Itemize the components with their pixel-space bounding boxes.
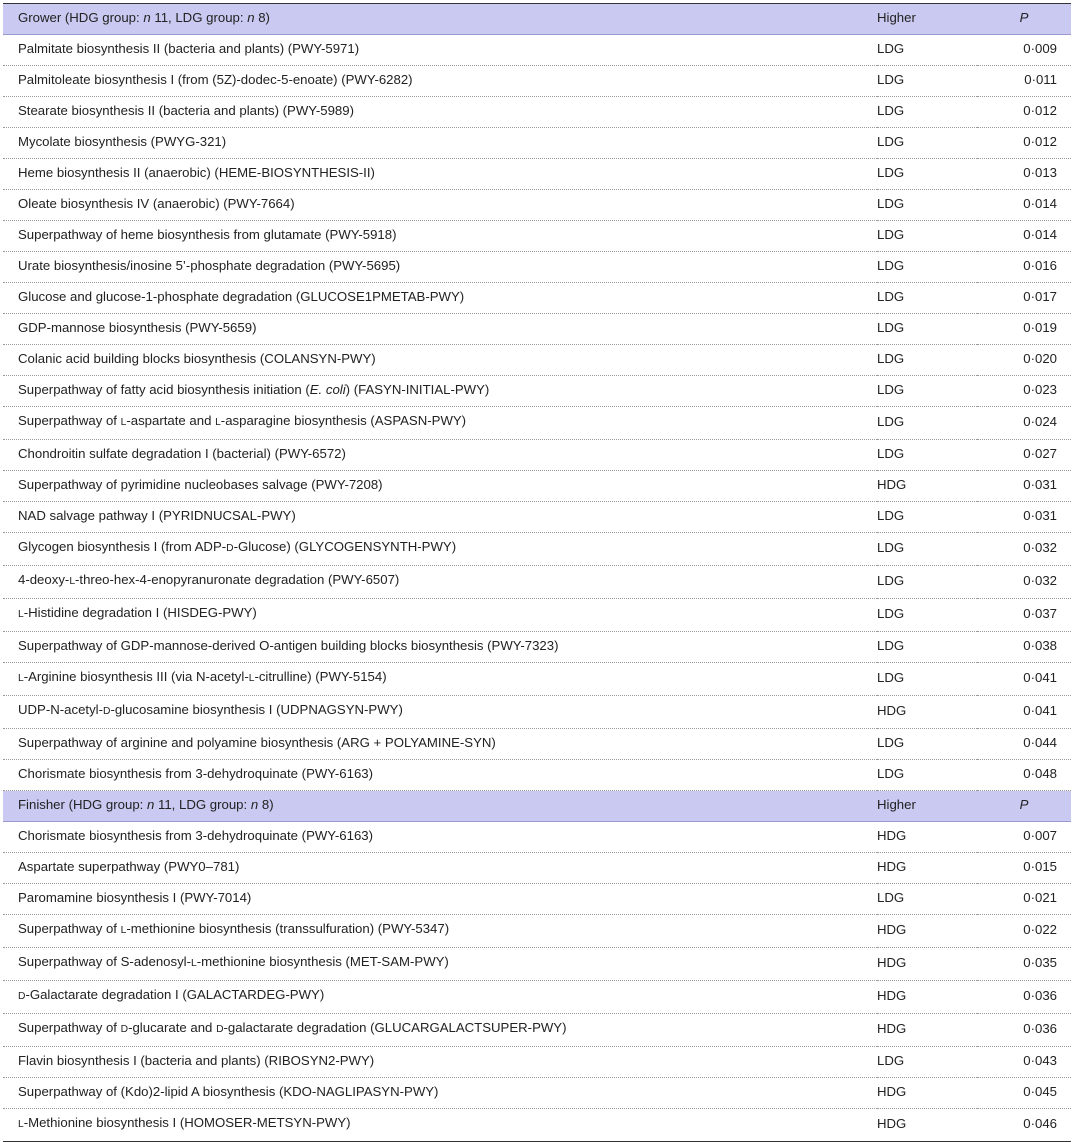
p-value: 0·021 [977,884,1071,915]
higher-group: HDG [877,696,977,729]
section-title-text: 11, LDG group: [154,797,251,812]
table-row [3,35,1071,66]
higher-group: LDG [877,376,977,407]
pathway-name [3,1014,877,1047]
higher-group: LDG [877,283,977,314]
higher-group: LDG [877,314,977,345]
pathway-name: Superpathway of heme biosynthesis from glutamate (PWY-5918) [3,221,877,252]
table-row [3,566,1071,599]
stereo-prefix: L [248,673,255,684]
higher-group: HDG [877,1014,977,1047]
higher-group: HDG [877,981,977,1014]
higher-group: LDG [877,159,977,190]
sample-size-label: n [250,797,259,812]
sample-size-label: n [143,10,151,25]
higher-group: LDG [877,663,977,696]
higher-group: LDG [877,632,977,663]
pathway-text: -aspartate and [126,413,216,428]
stereo-prefix: L [18,673,24,684]
table-row [3,729,1071,760]
sample-size-label: n [247,10,255,25]
p-value: 0·012 [977,97,1071,128]
column-header-p: P [977,791,1071,822]
pathway-name [3,599,877,632]
p-value: 0·007 [977,822,1071,853]
pathway-name: Stearate biosynthesis II (bacteria and plants) (PWY-5989) [3,97,877,128]
pathway-name [3,407,877,440]
table-row [3,471,1071,502]
pathway-name: Superpathway of (Kdo)2-lipid A biosynthesis (KDO-NAGLIPASYN-PWY) [3,1078,877,1109]
section-title [3,791,877,822]
p-value: 0·045 [977,1078,1071,1109]
higher-group: LDG [877,345,977,376]
p-value: 0·032 [977,566,1071,599]
pathway-text: UDP-N-acetyl- [18,702,103,717]
pathway-name [3,566,877,599]
higher-group: LDG [877,190,977,221]
p-value: 0·043 [977,1047,1071,1078]
p-value: 0·024 [977,407,1071,440]
p-value: 0·041 [977,696,1071,729]
higher-group: LDG [877,407,977,440]
pathway-name: Paromamine biosynthesis I (PWY-7014) [3,884,877,915]
pathway-name: Aspartate superpathway (PWY0–781) [3,853,877,884]
pathway-name: Oleate biosynthesis IV (anaerobic) (PWY-7664) [3,190,877,221]
stereo-prefix: L [18,609,24,620]
p-value: 0·015 [977,853,1071,884]
higher-group: LDG [877,97,977,128]
pathway-name [3,696,877,729]
sample-size-label: n [146,797,155,812]
p-value: 0·023 [977,376,1071,407]
higher-group: LDG [877,66,977,97]
table-row [3,822,1071,853]
p-value: 0·048 [977,760,1071,791]
pathway-name: Mycolate biosynthesis (PWYG-321) [3,128,877,159]
higher-group: LDG [877,35,977,66]
pathway-text: Glycogen biosynthesis I (from ADP- [18,539,227,554]
pathway-text: 4-deoxy- [18,572,70,587]
table-row [3,440,1071,471]
section-title-text: Grower (HDG group: [18,10,144,25]
p-value: 0·019 [977,314,1071,345]
p-value: 0·011 [977,66,1071,97]
p-value: 0·036 [977,981,1071,1014]
table-row [3,128,1071,159]
pathway-text: Superpathway of [18,1020,121,1035]
pathway-name: Superpathway of pyrimidine nucleobases salvage (PWY-7208) [3,471,877,502]
pathway-name [3,915,877,948]
column-header-higher: Higher [877,791,977,822]
p-value: 0·016 [977,252,1071,283]
table-row [3,502,1071,533]
stereo-prefix: L [215,417,221,428]
higher-group: LDG [877,221,977,252]
higher-group: LDG [877,533,977,566]
organism-name: E. coli [309,382,346,397]
p-value: 0·046 [1023,1116,1057,1131]
section-title [3,4,877,35]
table-row [3,599,1071,632]
p-value: 0·032 [977,533,1071,566]
table-row [3,407,1071,440]
p-value: 0·041 [977,663,1071,696]
section-title-text: 8) [258,797,274,812]
table-row [3,283,1071,314]
pathway-name [3,663,877,696]
p-value: 0·027 [977,440,1071,471]
higher-group: HDG [877,471,977,502]
table-row [3,915,1071,948]
p-value: 0·031 [977,502,1071,533]
column-header-p: P [977,4,1071,35]
p-value: 0·038 [977,632,1071,663]
stereo-prefix: D [120,1024,129,1035]
pathway-text: -methionine biosynthesis (transsulfuration) (PWY-5347) [126,921,450,936]
pathway-text: -Galactarate degradation I (GALACTARDEG-PWY) [25,987,325,1002]
table-row [3,696,1071,729]
stereo-prefix: L [18,1119,24,1130]
p-value: 0·044 [977,729,1071,760]
table-row [3,97,1071,128]
p-value: 0·022 [977,915,1071,948]
pathway-text: -Histidine degradation I (HISDEG-PWY) [23,605,257,620]
table-row [3,1078,1071,1109]
pathway-name: Urate biosynthesis/inosine 5’-phosphate degradation (PWY-5695) [3,252,877,283]
stereo-prefix: L [191,958,197,969]
pathway-text: -glucarate and [128,1020,217,1035]
pathway-text: Superpathway of [18,921,121,936]
pathway-text: -Arginine biosynthesis III (via N-acetyl- [23,669,249,684]
higher-group: LDG [877,760,977,791]
table-row [3,981,1071,1014]
table-row [3,1047,1071,1078]
pathway-name: Palmitoleate biosynthesis I (from (5Z)-dodec-5-enoate) (PWY-6282) [3,66,877,97]
p-value: 0·031 [977,471,1071,502]
table-row [3,252,1071,283]
table-row [3,221,1071,252]
higher-group: LDG [877,566,977,599]
pathway-text: -asparagine biosynthesis (ASPASN-PWY) [220,413,467,428]
pathway-name [3,376,877,407]
table-row [3,66,1071,97]
pathway-name: Glucose and glucose-1-phosphate degradation (GLUCOSE1PMETAB-PWY) [3,283,877,314]
pathway-name: Colanic acid building blocks biosynthesis (COLANSYN-PWY) [3,345,877,376]
p-value: 0·014 [977,221,1071,252]
table-row [3,853,1071,884]
p-value: 0·012 [977,128,1071,159]
stereo-prefix: L [69,576,76,587]
pathway-name [3,948,877,981]
higher-group: HDG [877,822,977,853]
section-header-row [3,791,1071,822]
higher-group: HDG [877,1116,907,1131]
section-title-text: Finisher (HDG group: [18,797,147,812]
table-row [3,376,1071,407]
higher-group: LDG [877,884,977,915]
pathway-table [3,3,1071,1142]
higher-group: LDG [877,440,977,471]
higher-group: LDG [877,502,977,533]
column-header-higher: Higher [877,4,977,35]
pathway-text: ) (FASYN-INITIAL-PWY) [345,382,490,397]
p-value: 0·009 [977,35,1071,66]
table-row [3,533,1071,566]
p-value: 0·017 [977,283,1071,314]
pathway-name [3,981,877,1014]
table-row [3,760,1071,791]
higher-group: LDG [877,1047,977,1078]
table-row [3,884,1071,915]
pathway-text: -Glucose) (GLYCOGENSYNTH-PWY) [233,539,457,554]
p-value: 0·013 [977,159,1071,190]
pathway-name: Superpathway of arginine and polyamine biosynthesis (ARG + POLYAMINE-SYN) [3,729,877,760]
pathway-text: -Methionine biosynthesis I (HOMOSER-METSYN-PWY) [23,1115,351,1130]
stereo-prefix: D [18,991,26,1002]
p-value: 0·035 [977,948,1071,981]
pathway-name: Chorismate biosynthesis from 3-dehydroquinate (PWY-6163) [3,822,877,853]
section-title-text: 8) [254,10,270,25]
p-value: 0·037 [977,599,1071,632]
pathway-name [3,1109,877,1142]
pathway-text: Superpathway of S-adenosyl- [18,954,192,969]
pathway-text: -citrulline) (PWY-5154) [254,669,387,684]
table-row [3,190,1071,221]
p-value: 0·014 [977,190,1071,221]
stereo-prefix: L [120,925,127,936]
pathway-name: NAD salvage pathway I (PYRIDNUCSAL-PWY) [3,502,877,533]
higher-group: HDG [877,1078,977,1109]
table-row [3,663,1071,696]
pathway-text: -glucosamine biosynthesis I (UDPNAGSYN-PWY) [110,702,403,717]
pathway-text: Superpathway of [18,413,121,428]
pathway-name: Superpathway of GDP-mannose-derived O-antigen building blocks biosynthesis (PWY-7323) [3,632,877,663]
table-row [3,314,1071,345]
higher-group: LDG [877,729,977,760]
pathway-name: GDP-mannose biosynthesis (PWY-5659) [3,314,877,345]
p-value: 0·020 [977,345,1071,376]
table-row [3,632,1071,663]
pathway-name: Heme biosynthesis II (anaerobic) (HEME-BIOSYNTHESIS-II) [3,159,877,190]
stereo-prefix: D [216,1024,224,1035]
pathway-name: Palmitate biosynthesis II (bacteria and plants) (PWY-5971) [3,35,877,66]
pathway-text: -threo-hex-4-enopyranuronate degradation (PWY-6507) [75,572,400,587]
higher-group: HDG [877,915,977,948]
section-title-text: 11, LDG group: [150,10,248,25]
p-value: 0·036 [977,1014,1071,1047]
higher-group: HDG [877,853,977,884]
pathway-text: -methionine biosynthesis (MET-SAM-PWY) [196,954,449,969]
higher-group: HDG [877,948,977,981]
pathway-name: Chorismate biosynthesis from 3-dehydroquinate (PWY-6163) [3,760,877,791]
table-row [3,1109,1071,1142]
stereo-prefix: L [120,417,127,428]
pathway-text: -galactarate degradation (GLUCARGALACTSUPER-PWY) [223,1020,567,1035]
table-row [3,948,1071,981]
section-header-row [3,4,1071,35]
table-row [3,345,1071,376]
stereo-prefix: D [103,706,111,717]
pathway-name [3,533,877,566]
higher-group: LDG [877,128,977,159]
higher-group: LDG [877,599,977,632]
higher-group: LDG [877,252,977,283]
table-row [3,1014,1071,1047]
stereo-prefix: D [226,543,234,554]
table-row [3,159,1071,190]
pathway-text: Superpathway of fatty acid biosynthesis initiation ( [18,382,310,397]
pathway-name: Chondroitin sulfate degradation I (bacterial) (PWY-6572) [3,440,877,471]
pathway-name: Flavin biosynthesis I (bacteria and plants) (RIBOSYN2-PWY) [3,1047,877,1078]
